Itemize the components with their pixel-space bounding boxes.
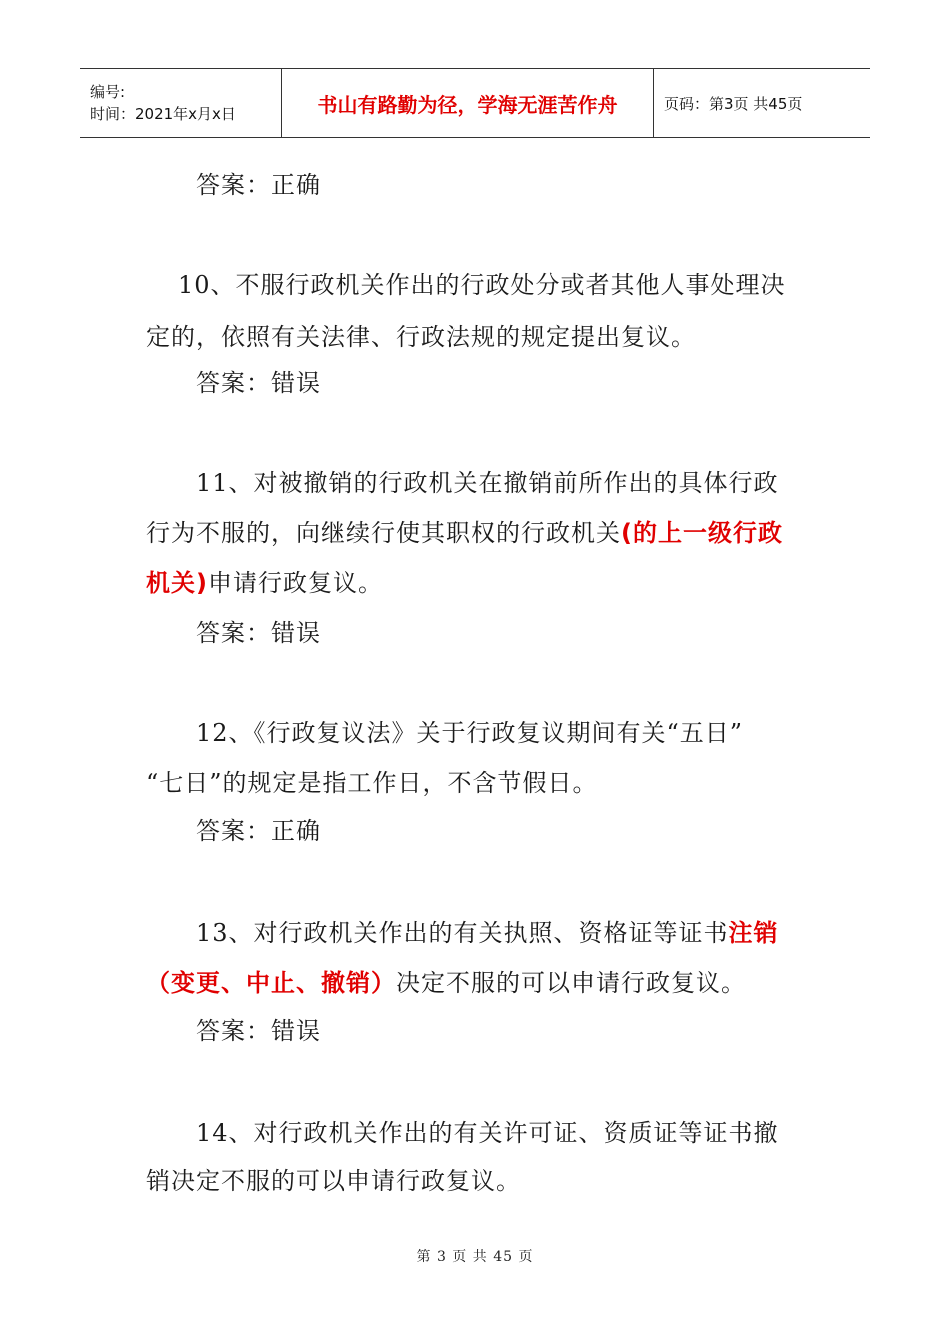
question-11-correction-b: 机关): [146, 569, 208, 597]
question-11-line2: [146, 518, 783, 548]
question-13-line1: [196, 918, 779, 948]
page-header: [80, 68, 870, 138]
question-13-correction-b: （变更、中止、撤销）: [146, 969, 396, 997]
question-12-line2: “七日”的规定是指工作日，不含节假日。: [146, 769, 598, 797]
time-label: 时间：2021年x月x日: [90, 105, 236, 123]
question-11-line1: 11、对被撤销的行政机关在撤销前所作出的具体行政: [196, 469, 779, 497]
header-motto: 书山有路勤为径，学海无涯苦作舟: [282, 69, 654, 137]
answer-12: 答案：正确: [196, 817, 321, 845]
question-13-correction-a: 注销: [728, 919, 779, 947]
header-page-label: 页码：第3页 共45页: [664, 94, 803, 113]
answer-11: 答案：错误: [196, 619, 321, 647]
question-13-line1-text: 13、对行政机关作出的有关执照、资格证等证书: [196, 919, 729, 947]
question-11-line2-text: 行为不服的，向继续行使其职权的行政机关: [146, 519, 621, 547]
question-14-line2: 销决定不服的可以申请行政复议。: [146, 1167, 521, 1195]
question-12-line1: 12、《行政复议法》关于行政复议期间有关“五日”: [196, 719, 744, 747]
answer-10: 答案：错误: [196, 369, 321, 397]
number-label: 编号:: [90, 83, 126, 101]
question-10-line1: 10、不服行政机关作出的行政处分或者其他人事处理决: [178, 271, 786, 299]
header-meta: [80, 69, 282, 137]
answer-13: 答案：错误: [196, 1017, 321, 1045]
answer-9: 答案：正确: [196, 171, 321, 199]
page-footer: 第 3 页 共 45 页: [416, 1249, 534, 1265]
question-11-line3: [146, 568, 383, 598]
question-11-correction-a: (的上一级行政: [621, 519, 783, 547]
question-13-line2: [146, 968, 746, 998]
question-10-line2: 定的，依照有关法律、行政法规的规定提出复议。: [146, 323, 696, 351]
question-11-line3-text: 申请行政复议。: [207, 569, 383, 597]
question-14-line1: 14、对行政机关作出的有关许可证、资质证等证书撤: [196, 1119, 779, 1147]
question-13-line2-text: 决定不服的可以申请行政复议。: [396, 969, 746, 997]
